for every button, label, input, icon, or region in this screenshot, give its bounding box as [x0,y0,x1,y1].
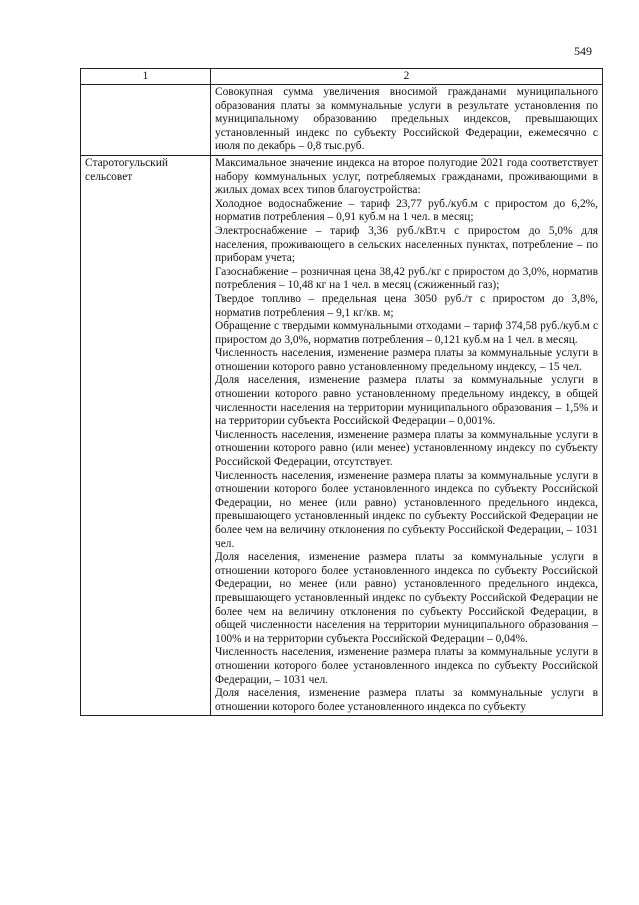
row-content-cell [211,85,603,156]
column-header-2: 2 [211,69,603,85]
paragraph: Максимальное значение индекса на второе полугодие 2021 года соответствует набору коммунальных услуг, потребляемых гражданами, проживающими в жилых домах всех типов благоустройства: [215,156,598,197]
row-label-cell [81,155,211,715]
paragraph: Твердое топливо – предельная цена 3050 руб./т с приростом до 3,8%, норматив потребления – 9,1 кг/кв. м; [215,292,598,319]
paragraph: Численность населения, изменение размера платы за коммунальные услуги в отношении которого равно (или менее) установленному индексу по субъекту Российской Федерации, отсутствует. [215,428,598,469]
paragraph: Совокупная сумма увеличения вносимой гражданами муниципального образования платы за коммунальные услуги в результате установления по муниципальному образованию предельных индексов, превышающих установленный индекс по субъекту Российской Федерации, ежемесячно с июля по декабрь – 0,8 тыс.руб. [215,86,598,153]
table-header-row [81,69,603,85]
paragraph: Холодное водоснабжение – тариф 23,77 руб./куб.м с приростом до 6,2%, норматив потребления – 0,91 куб.м на 1 чел. в месяц; [215,197,598,224]
paragraph: Доля населения, изменение размера платы за коммунальные услуги в отношении которого более установленного индекса по субъекту [215,687,598,713]
row-content-cell [211,155,603,715]
paragraph: Доля населения, изменение размера платы за коммунальные услуги в отношении которого более установленного индекса по субъекту Российской Федерации, но менее (или равно) установленного предельного индекса, превышающего установленный индекс по субъекту Российской Федерации не более чем на величину отклонения по субъекту Российской Федерации, в общей численности населения на территории муниципального образования – 100% и на территории субъекта Российской Федерации – 0,04%. [215,551,598,645]
table-row [81,155,603,715]
paragraph: Газоснабжение – розничная цена 38,42 руб./кг с приростом до 3,0%, норматив потребления – 10,48 кг на 1 чел. в месяц (сжиженный газ); [215,265,598,292]
paragraph: Численность населения, изменение размера платы за коммунальные услуги в отношении которого более установленного индекса по субъекту Российской Федерации, – 1031 чел. [215,646,598,686]
table-row [81,85,603,156]
page-number: 549 [574,44,592,58]
row-label-cell [81,85,211,156]
paragraph: Электроснабжение – тариф 3,36 руб./кВт.ч с приростом до 5,0% для населения, проживающего в сельских населенных пунктах, потребление – по приборам учета; [215,224,598,265]
column-header-1: 1 [81,69,211,85]
row-label: Старотогульский сельсовет [85,156,168,183]
paragraph: Доля населения, изменение размера платы за коммунальные услуги в отношении которого равно установленному предельному индексу, в общей численности населения на территории муниципального образования – 1,5% и на территории субъекта Российской Федерации – 0,001%. [215,374,598,428]
paragraph: Обращение с твердыми коммунальными отходами – тариф 374,58 руб./куб.м с приростом до 3,0%, норматив потребления – 0,121 куб.м на 1 чел. в месяц. [215,320,598,346]
paragraph: Численность населения, изменение размера платы за коммунальные услуги в отношении которого более установленного индекса по субъекту Российской Федерации, но менее (или равно) установленного предельного индекса, превышающего установленный индекс по субъекту Российской Федерации не более чем на величину отклонения по субъекту Российской Федерации, – 1031 чел. [215,469,598,550]
data-table [80,68,603,716]
paragraph: Численность населения, изменение размера платы за коммунальные услуги в отношении которого равно установленному предельному индексу, – 15 чел. [215,347,598,373]
